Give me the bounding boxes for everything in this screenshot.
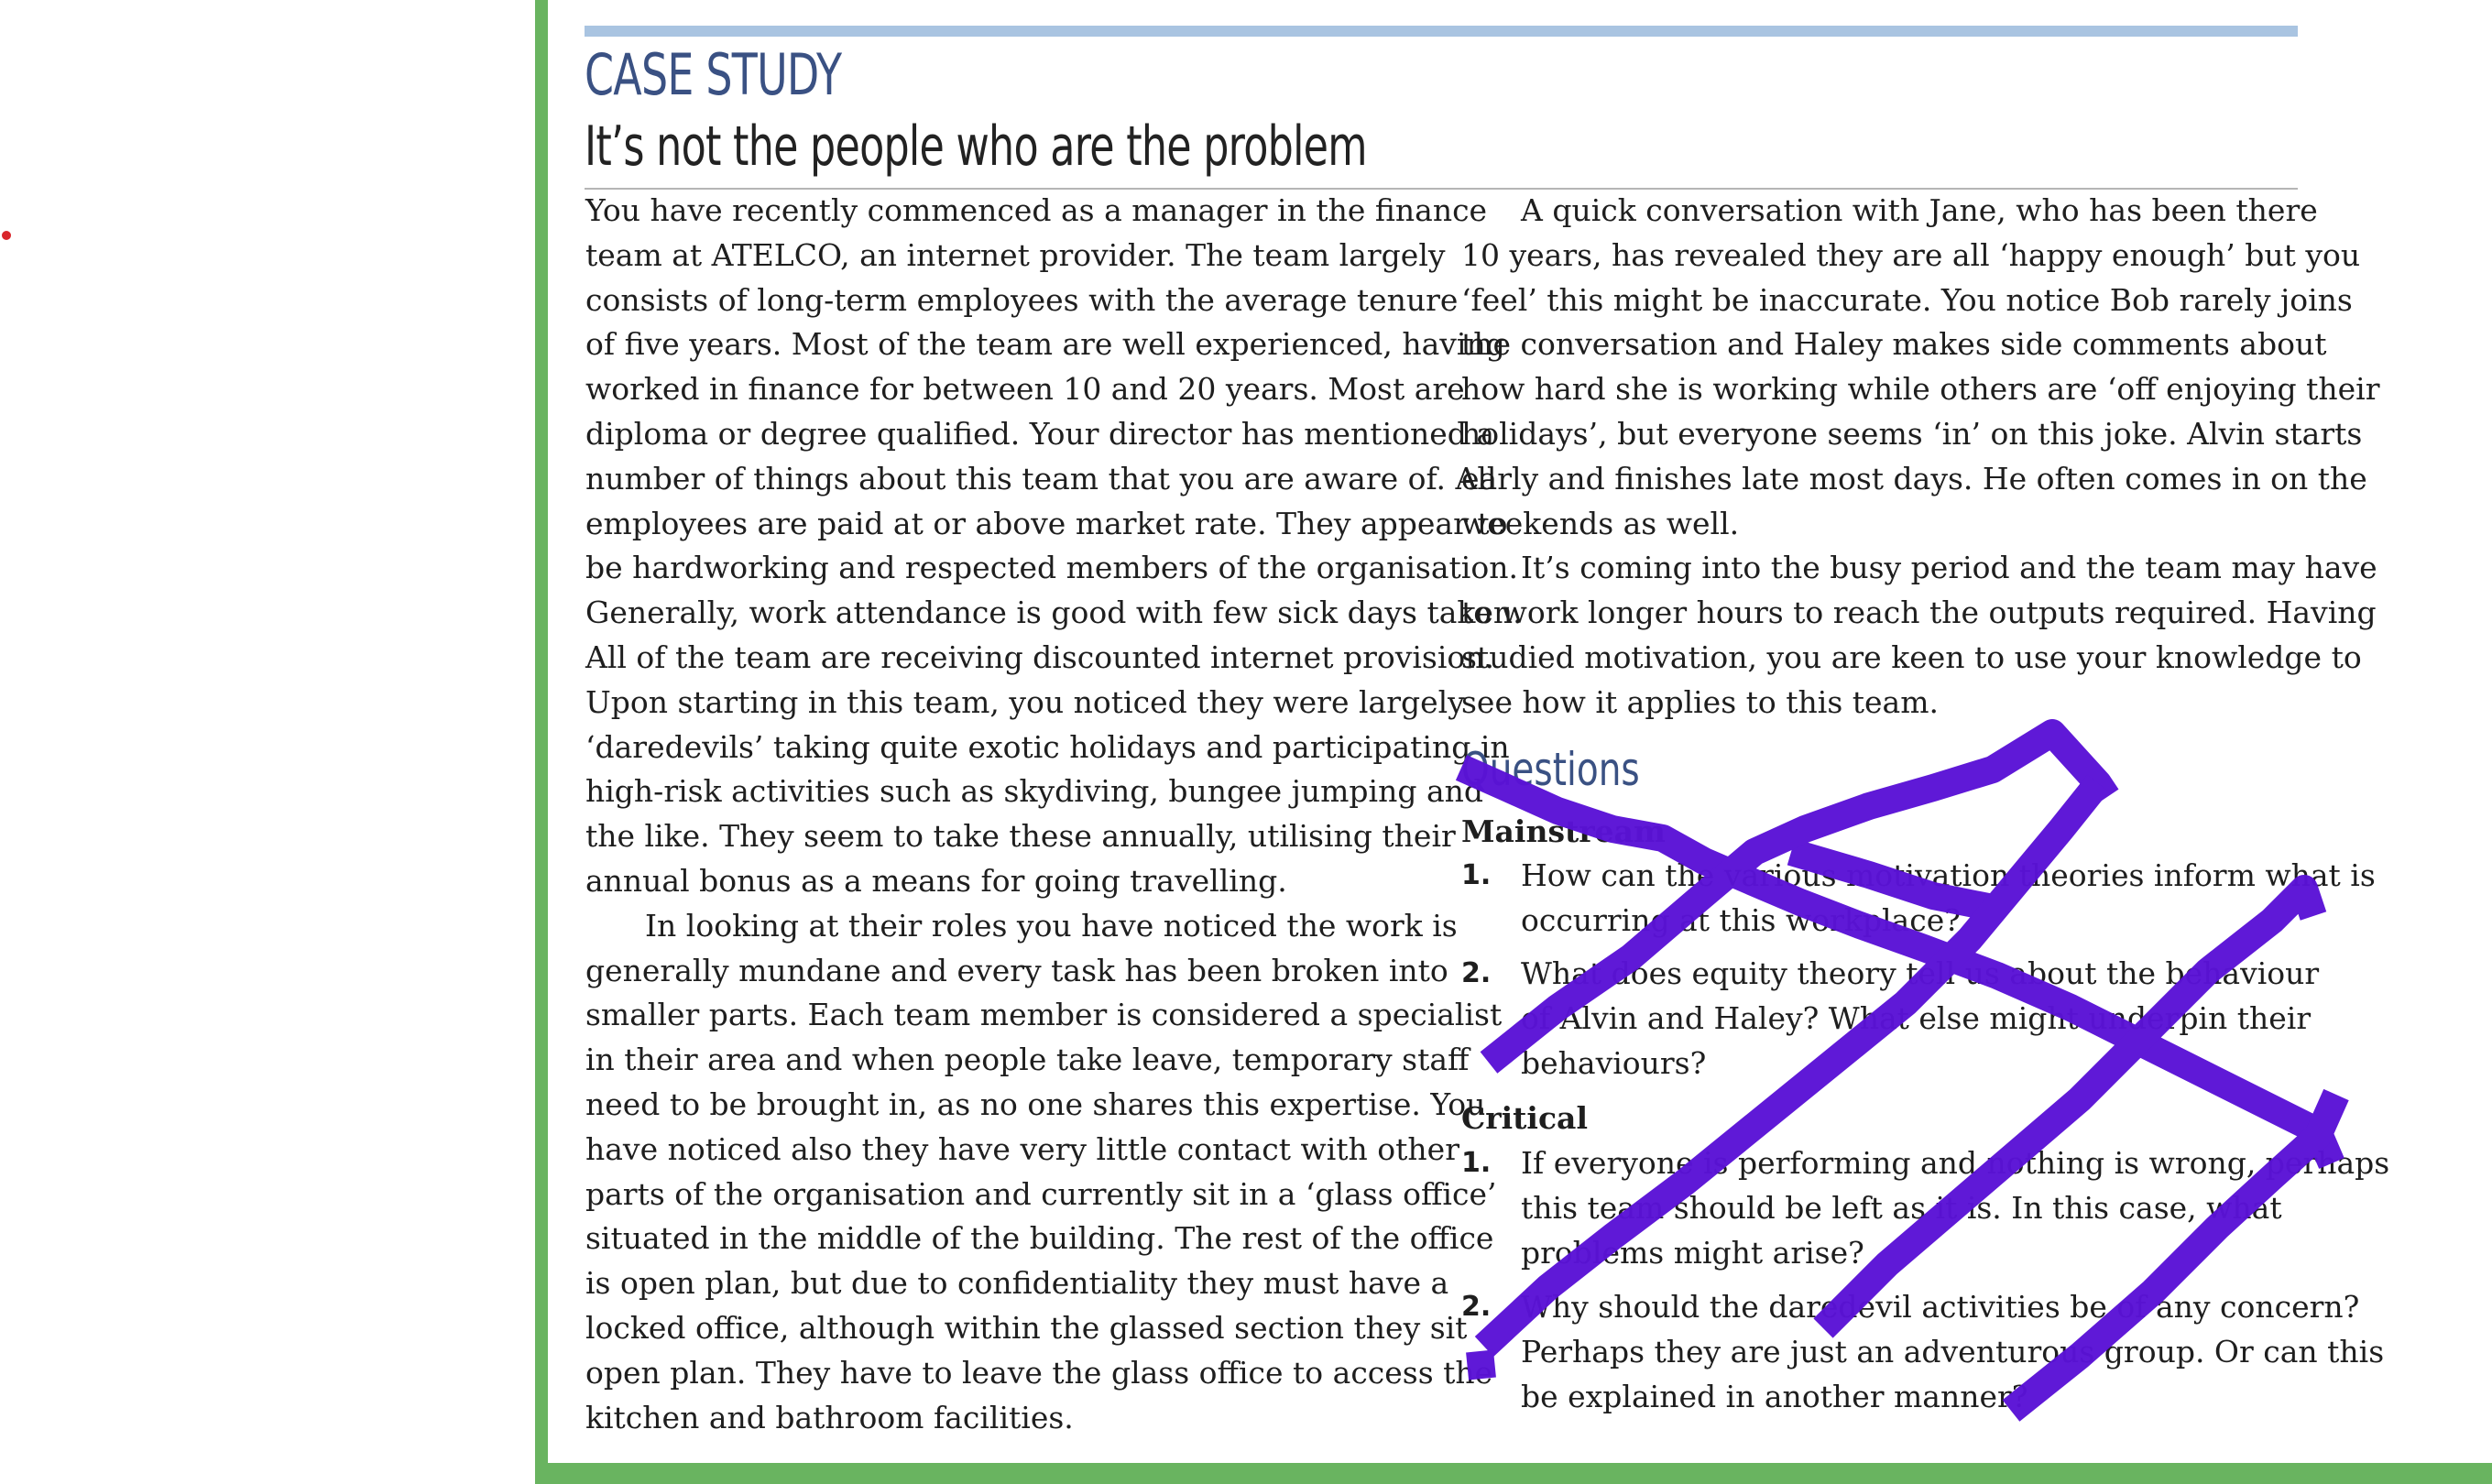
text-line: annual bonus as a means for going travelling. bbox=[585, 862, 1287, 899]
mainstream-label: Mainstream bbox=[1461, 813, 1666, 849]
text-line: consists of long-term employees with the average tenure bbox=[585, 281, 1459, 318]
text-line: holidays’, but everyone seems ‘in’ on this joke. Alvin starts bbox=[1461, 415, 2363, 452]
text-line: problems might arise? bbox=[1521, 1234, 1864, 1271]
text-line: Upon starting in this team, you noticed they were largely bbox=[585, 683, 1465, 720]
mainstream-question-1 bbox=[1461, 854, 2376, 944]
text-line: How can the various motivation theories inform what is bbox=[1521, 857, 2376, 893]
frame-bottom-border bbox=[535, 1463, 2492, 1484]
text-line: is open plan, but due to confidentiality they must have a bbox=[585, 1265, 1449, 1302]
text-line: employees are paid at or above market rate. They appear to bbox=[585, 505, 1508, 541]
text-line: to work longer hours to reach the outputs required. Having bbox=[1461, 595, 2377, 631]
text-line: Generally, work attendance is good with few sick days taken. bbox=[585, 595, 1523, 631]
text-line: be explained in another manner? bbox=[1521, 1378, 2028, 1414]
left-paragraph-1 bbox=[585, 189, 1523, 904]
text-line: early and finishes late most days. He often comes in on the bbox=[1461, 460, 2367, 496]
text-line: this team should be left as it is. In this case, what bbox=[1521, 1189, 2282, 1226]
header-top-rule bbox=[585, 26, 2298, 37]
text-line: If everyone is performing and nothing is wrong, perhaps bbox=[1521, 1145, 2390, 1181]
text-line: You have recently commenced as a manager in the finance bbox=[585, 192, 1488, 228]
question-number: 1. bbox=[1461, 1147, 1492, 1179]
text-line: situated in the middle of the building. The rest of the office bbox=[585, 1220, 1494, 1257]
text-line: worked in finance for between 10 and 20 years. Most are bbox=[585, 371, 1465, 408]
text-line: Why should the daredevil activities be of any concern? bbox=[1521, 1289, 2360, 1325]
text-line: of Alvin and Haley? What else might underpin their bbox=[1521, 999, 2312, 1036]
text-line: locked office, although within the glassed section they sit bbox=[585, 1309, 1468, 1346]
text-line: 10 years, has revealed they are all ‘happy enough’ but you bbox=[1461, 236, 2361, 273]
text-line: parts of the organisation and currently sit in a ‘glass office’ bbox=[585, 1175, 1497, 1212]
right-paragraph-2 bbox=[1461, 546, 2380, 725]
text-line: weekends as well. bbox=[1461, 505, 1740, 541]
questions-heading: Questions bbox=[1461, 743, 1640, 796]
text-line: be hardworking and respected members of the organisation. bbox=[585, 550, 1518, 586]
text-line: It’s coming into the busy period and the team may have bbox=[1521, 550, 2377, 586]
text-line: open plan. They have to leave the glass office to access the bbox=[585, 1354, 1493, 1391]
question-number: 1. bbox=[1461, 859, 1492, 891]
critical-question-2 bbox=[1461, 1285, 2384, 1419]
question-number: 2. bbox=[1461, 957, 1492, 989]
text-line: kitchen and bathroom facilities. bbox=[585, 1399, 1074, 1435]
text-line: What does equity theory tell us about the behaviour bbox=[1521, 955, 2320, 991]
text-line: how hard she is working while others are ‘off enjoying their bbox=[1461, 371, 2380, 408]
text-line: All of the team are receiving discounted internet provision. bbox=[585, 638, 1495, 675]
text-line: the conversation and Haley makes side comments about bbox=[1461, 326, 2327, 363]
text-line: occurring at this workplace? bbox=[1521, 901, 1961, 938]
critical-question-1 bbox=[1461, 1141, 2389, 1275]
text-line: team at ATELCO, an internet provider. The team largely bbox=[585, 236, 1446, 273]
text-line: number of things about this team that you are aware of. All bbox=[585, 460, 1497, 496]
text-line: ‘daredevils’ taking quite exotic holidays and participating in bbox=[585, 728, 1510, 765]
critical-label: Critical bbox=[1461, 1100, 1588, 1136]
text-line: in their area and when people take leave, temporary staff bbox=[585, 1042, 1470, 1078]
case-study-subtitle: It’s not the people who are the problem bbox=[585, 115, 1367, 179]
left-paragraph-2 bbox=[585, 904, 1523, 1441]
text-line: In looking at their roles you have noticed the work is bbox=[645, 907, 1458, 944]
red-dot-mark bbox=[2, 231, 11, 240]
frame-left-border bbox=[535, 0, 548, 1484]
text-line: Perhaps they are just an adventurous group. Or can this bbox=[1521, 1333, 2385, 1369]
text-line: of five years. Most of the team are well experienced, having bbox=[585, 326, 1505, 363]
right-column bbox=[1461, 189, 2380, 726]
text-line: A quick conversation with Jane, who has been there bbox=[1521, 192, 2318, 228]
text-line: smaller parts. Each team member is considered a specialist bbox=[585, 997, 1503, 1033]
question-number: 2. bbox=[1461, 1291, 1492, 1323]
mainstream-question-2 bbox=[1461, 952, 2319, 1086]
text-line: have noticed also they have very little contact with other bbox=[585, 1130, 1459, 1167]
case-study-heading: CASE STUDY bbox=[585, 41, 842, 108]
text-line: generally mundane and every task has been broken into bbox=[585, 952, 1448, 988]
right-paragraph-1 bbox=[1461, 189, 2380, 546]
text-line: diploma or degree qualified. Your director has mentioned a bbox=[585, 415, 1495, 452]
text-line: studied motivation, you are keen to use your knowledge to bbox=[1461, 638, 2362, 675]
text-line: need to be brought in, as no one shares this expertise. You bbox=[585, 1086, 1486, 1122]
text-line: see how it applies to this team. bbox=[1461, 683, 1939, 720]
text-line: ‘feel’ this might be inaccurate. You notice Bob rarely joins bbox=[1461, 281, 2353, 318]
text-line: high-risk activities such as skydiving, bungee jumping and bbox=[585, 773, 1484, 810]
left-column bbox=[585, 189, 1523, 1440]
text-line: the like. They seem to take these annually, utilising their bbox=[585, 818, 1456, 855]
text-line: behaviours? bbox=[1521, 1044, 1707, 1081]
